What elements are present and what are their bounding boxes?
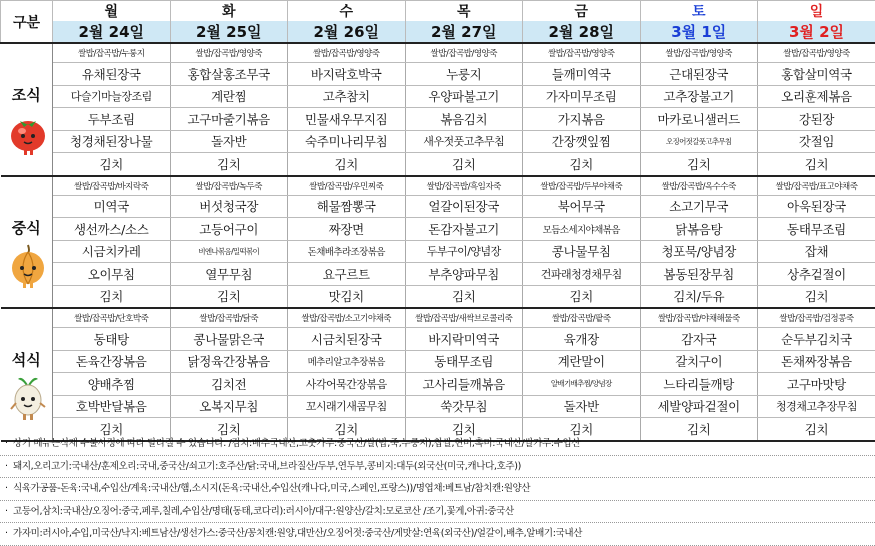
origin-note — [0, 456, 875, 479]
origin-note — [0, 523, 875, 546]
notes-section — [0, 433, 875, 546]
menu-item-cell: 감자국 — [640, 328, 758, 351]
weekday-header: 금 — [523, 1, 641, 22]
menu-item-cell: 시금치카레 — [53, 240, 171, 263]
menu-item-cell: 청경채고추장무침 — [758, 395, 875, 418]
weekday-header: 토 — [640, 1, 758, 22]
menu-item-cell: 들깨미역국 — [523, 63, 641, 86]
menu-item-cell: 계란말이 — [523, 350, 641, 373]
menu-item-cell: 동태무조림 — [758, 218, 875, 241]
meal-label-cell — [1, 308, 53, 441]
menu-item-cell: 김치 — [523, 418, 641, 441]
menu-item-cell: 돌자반 — [523, 395, 641, 418]
menu-item-cell: 시금치된장국 — [288, 328, 406, 351]
menu-item-cell: 오복지무침 — [170, 395, 288, 418]
rice-porridge-cell: 쌀밥/잡곡밥/옥수수죽 — [640, 176, 758, 196]
menu-item-cell: 마카로니샐러드 — [640, 108, 758, 131]
menu-item-cell: 김치/두유 — [640, 285, 758, 308]
menu-item-cell: 쑥갓무침 — [405, 395, 523, 418]
date-header: 2월 25일 — [170, 21, 288, 43]
menu-item-cell: 순두부김치국 — [758, 328, 875, 351]
onion-icon — [8, 241, 48, 289]
menu-item-cell: 강된장 — [758, 108, 875, 131]
bullet-icon: · — [5, 456, 13, 477]
rice-porridge-cell: 쌀밥/잡곡밥/우민찌죽 — [288, 176, 406, 196]
rice-porridge-cell: 쌀밥/잡곡밥/영양죽 — [288, 43, 406, 63]
menu-item-cell: 짜장면 — [288, 218, 406, 241]
rice-porridge-cell: 쌀밥/잡곡밥/녹두죽 — [170, 176, 288, 196]
date-header: 3월 2일 — [758, 21, 875, 43]
rice-porridge-cell: 쌀밥/잡곡밥/소고기야채죽 — [288, 308, 406, 328]
note-text: 식육가공품-돈육:국내,수입산/계육:국내산/햄,소시지(돈육:국내산,수입산(캐나다,미국,스페인,프랑스))/명엽채:베트남/참치캔:원양산 — [13, 483, 530, 494]
menu-item-cell: 봄동된장무침 — [640, 263, 758, 286]
rice-porridge-cell: 쌀밥/잡곡밥/단호박죽 — [53, 308, 171, 328]
menu-item-cell: 갓절임 — [758, 130, 875, 153]
menu-item-cell: 동태무조림 — [405, 350, 523, 373]
menu-item-cell: 청경채된장나물 — [53, 130, 171, 153]
rice-porridge-cell: 쌀밥/잡곡밥/검정콩죽 — [758, 308, 875, 328]
menu-item-cell: 해물짬뽕국 — [288, 195, 406, 218]
note-text: 상기 메뉴는식재 수불사정에 따라 달라질 수 있습니다. /김치:배추국내산,고춧가루:중국산/쌀(밥,죽,누룽지),찹쌀,현미,흑미:국내산/쌀가루:수입산 — [13, 438, 580, 449]
menu-item-cell: 계란찜 — [170, 85, 288, 108]
menu-item-cell: 호박반달볶음 — [53, 395, 171, 418]
rice-porridge-cell: 쌀밥/잡곡밥/팥죽 — [523, 308, 641, 328]
rice-porridge-cell: 쌀밥/잡곡밥/영양죽 — [405, 43, 523, 63]
menu-item-cell: 닭정육간장볶음 — [170, 350, 288, 373]
meal-label: 조식 — [1, 84, 53, 105]
menu-item-cell: 생선까스/소스 — [53, 218, 171, 241]
menu-item-cell: 고추장불고기 — [640, 85, 758, 108]
rice-porridge-cell: 쌀밥/잡곡밥/표고야채죽 — [758, 176, 875, 196]
menu-item-cell: 김치 — [170, 153, 288, 176]
menu-item-cell: 소고기무국 — [640, 195, 758, 218]
tomato-icon — [8, 108, 48, 156]
menu-item-cell: 동태탕 — [53, 328, 171, 351]
menu-item-cell: 닭볶음탕 — [640, 218, 758, 241]
menu-item-cell: 김치 — [170, 285, 288, 308]
menu-item-cell: 볶음김치 — [405, 108, 523, 131]
rice-porridge-cell: 쌀밥/잡곡밥/흑임자죽 — [405, 176, 523, 196]
menu-item-cell: 김치 — [405, 418, 523, 441]
menu-item-cell: 고사리들깨볶음 — [405, 373, 523, 396]
menu-item-cell: 김치 — [405, 153, 523, 176]
menu-item-cell: 콩나물맑은국 — [170, 328, 288, 351]
menu-item-cell: 돈감자불고기 — [405, 218, 523, 241]
menu-item-cell: 김치 — [53, 285, 171, 308]
rice-porridge-cell: 쌀밥/잡곡밥/새싹브로콜리죽 — [405, 308, 523, 328]
menu-item-cell: 돈육간장볶음 — [53, 350, 171, 373]
menu-item-cell: 미역국 — [53, 195, 171, 218]
date-header: 2월 26일 — [288, 21, 406, 43]
rice-porridge-cell: 쌀밥/잡곡밥/영양죽 — [170, 43, 288, 63]
menu-item-cell: 김치 — [53, 153, 171, 176]
weekday-header: 수 — [288, 1, 406, 22]
menu-item-cell: 양배추찜 — [53, 373, 171, 396]
menu-item-cell: 숙주미나리무침 — [288, 130, 406, 153]
menu-item-cell: 김치 — [758, 285, 875, 308]
menu-item-cell: 고등어구이 — [170, 218, 288, 241]
menu-item-cell: 오리훈제볶음 — [758, 85, 875, 108]
menu-item-cell: 두부구이/양념장 — [405, 240, 523, 263]
menu-item-cell: 가지볶음 — [523, 108, 641, 131]
menu-item-cell: 김치 — [170, 418, 288, 441]
menu-item-cell: 홍합살미역국 — [758, 63, 875, 86]
weekday-header: 월 — [53, 1, 171, 22]
menu-item-cell: 고구마맛탕 — [758, 373, 875, 396]
menu-item-cell: 느타리들깨탕 — [640, 373, 758, 396]
date-header: 2월 24일 — [53, 21, 171, 43]
menu-item-cell: 간장깻잎찜 — [523, 130, 641, 153]
origin-note — [0, 501, 875, 524]
menu-item-cell: 육개장 — [523, 328, 641, 351]
menu-item-cell: 가자미무조림 — [523, 85, 641, 108]
menu-item-cell: 김치 — [53, 418, 171, 441]
menu-item-cell: 사각어묵간장볶음 — [288, 373, 406, 396]
bullet-icon: · — [5, 433, 13, 454]
note-text: 돼지,오리고기:국내산/훈제오리:국내,중국산/쇠고기:호주산/닭:국내,브라질산/두부,연두부,콩비지:대두(외국산(미국,캐나다,호주)) — [13, 461, 521, 472]
menu-item-cell: 갈치구이 — [640, 350, 758, 373]
menu-item-cell: 부추양파무침 — [405, 263, 523, 286]
rice-porridge-cell: 쌀밥/잡곡밥/영양죽 — [758, 43, 875, 63]
menu-item-cell: 북어무국 — [523, 195, 641, 218]
menu-item-cell: 새우젓풋고추무침 — [405, 130, 523, 153]
rice-porridge-cell: 쌀밥/잡곡밥/영양죽 — [523, 43, 641, 63]
menu-item-cell: 김치 — [758, 153, 875, 176]
menu-item-cell: 상추겉절이 — [758, 263, 875, 286]
rice-porridge-cell: 쌀밥/잡곡밥/바지락죽 — [53, 176, 171, 196]
menu-item-cell: 고추참치 — [288, 85, 406, 108]
menu-item-cell: 돈채짜장볶음 — [758, 350, 875, 373]
meal-label: 석식 — [1, 349, 53, 370]
menu-item-cell: 바지락호박국 — [288, 63, 406, 86]
date-header: 3월 1일 — [640, 21, 758, 43]
menu-item-cell: 민물새우무지짐 — [288, 108, 406, 131]
menu-item-cell: 메추리알고추장볶음 — [288, 350, 406, 373]
menu-item-cell: 두부조림 — [53, 108, 171, 131]
rice-porridge-cell: 쌀밥/잡곡밥/누룽지 — [53, 43, 171, 63]
note-text: 가자미:러시아,수입,미국산/낙지:베트남산/생선가스:중국산/꽁치캔:원양,대만산/오징어젓:중국산/게맛살:연육(외국산)/얼갈이,배추,알배기:국내산 — [13, 528, 582, 539]
rice-porridge-cell: 쌀밥/잡곡밥/두부야채죽 — [523, 176, 641, 196]
menu-item-cell: 다슬기마늘장조림 — [53, 85, 171, 108]
rice-porridge-cell: 쌀밥/잡곡밥/닭죽 — [170, 308, 288, 328]
menu-item-cell: 김치 — [405, 285, 523, 308]
weekday-header: 목 — [405, 1, 523, 22]
menu-item-cell: 김치전 — [170, 373, 288, 396]
note-text: 고등어,삼치:국내산/오징어:중국,페루,칠레,수입산/명태(동태,코다리):러시아/대구:원양산/갈치:모로코산 /조기,꽃게,아귀:중국산 — [13, 506, 514, 517]
bullet-icon: · — [5, 523, 13, 544]
menu-item-cell: 돌자반 — [170, 130, 288, 153]
menu-item-cell: 잡채 — [758, 240, 875, 263]
rice-porridge-cell: 쌀밥/잡곡밥/영양죽 — [640, 43, 758, 63]
meal-label-cell — [1, 176, 53, 309]
menu-item-cell: 근대된장국 — [640, 63, 758, 86]
menu-item-cell: 돈채배추라조장볶음 — [288, 240, 406, 263]
bullet-icon: · — [5, 478, 13, 499]
menu-item-cell: 누룽지 — [405, 63, 523, 86]
menu-item-cell: 김치 — [758, 418, 875, 441]
menu-item-cell: 고구마줄기볶음 — [170, 108, 288, 131]
bullet-icon: · — [5, 501, 13, 522]
menu-item-cell: 오징어젓갈풋고추무침 — [640, 130, 758, 153]
menu-item-cell: 콩나물무침 — [523, 240, 641, 263]
menu-item-cell: 홍합살홍조무국 — [170, 63, 288, 86]
menu-item-cell: 우양파불고기 — [405, 85, 523, 108]
menu-item-cell: 비엔나볶음/밀떡볶이 — [170, 240, 288, 263]
menu-item-cell: 열무무침 — [170, 263, 288, 286]
menu-item-cell: 김치 — [523, 285, 641, 308]
meal-label-cell — [1, 43, 53, 176]
menu-item-cell: 김치 — [640, 153, 758, 176]
menu-item-cell: 청포묵/양념장 — [640, 240, 758, 263]
menu-item-cell: 맛김치 — [288, 285, 406, 308]
menu-item-cell: 바지락미역국 — [405, 328, 523, 351]
date-header: 2월 28일 — [523, 21, 641, 43]
menu-item-cell: 김치 — [523, 153, 641, 176]
menu-item-cell: 아욱된장국 — [758, 195, 875, 218]
menu-item-cell: 김치 — [640, 418, 758, 441]
gubun-header: 구분 — [1, 1, 53, 44]
weekday-header: 일 — [758, 1, 875, 22]
menu-item-cell: 오이무침 — [53, 263, 171, 286]
menu-item-cell: 버섯청국장 — [170, 195, 288, 218]
menu-item-cell: 유채된장국 — [53, 63, 171, 86]
menu-item-cell: 모듬소세지야채볶음 — [523, 218, 641, 241]
menu-item-cell: 건파래청경채무침 — [523, 263, 641, 286]
origin-note — [0, 433, 875, 456]
menu-item-cell: 요구르트 — [288, 263, 406, 286]
menu-item-cell: 김치 — [288, 418, 406, 441]
menu-item-cell: 알배기배추찜/양념장 — [523, 373, 641, 396]
menu-item-cell: 꼬시래기새콤무침 — [288, 395, 406, 418]
weekday-header: 화 — [170, 1, 288, 22]
radish-icon — [8, 373, 48, 421]
meal-label: 중식 — [1, 217, 53, 238]
menu-item-cell: 얼갈이된장국 — [405, 195, 523, 218]
origin-note — [0, 478, 875, 501]
rice-porridge-cell: 쌀밥/잡곡밥/야채해물죽 — [640, 308, 758, 328]
menu-item-cell: 세발양파겉절이 — [640, 395, 758, 418]
date-header: 2월 27일 — [405, 21, 523, 43]
menu-item-cell: 김치 — [288, 153, 406, 176]
